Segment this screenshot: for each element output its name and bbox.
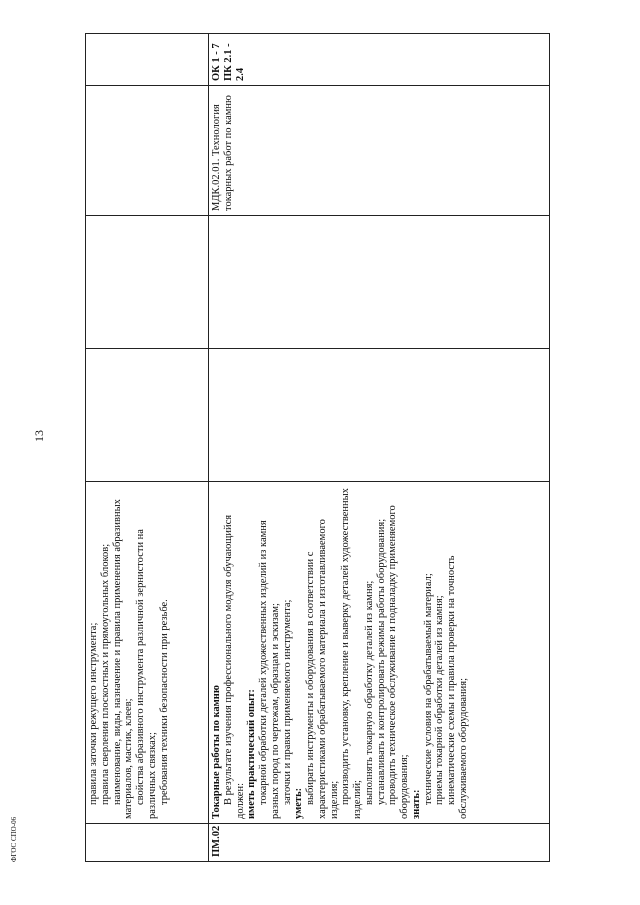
description-line: устанавливать и контролировать режимы работы оборудования;: [375, 518, 387, 805]
page-number: 13: [32, 430, 46, 442]
hours-cell: [209, 349, 550, 482]
hours-cell: [209, 216, 550, 349]
description-line: В результате изучения профессионального модуля обучающийся должен:: [222, 514, 246, 819]
description-line: выполнять токарную обработку деталей из камня;: [363, 580, 375, 805]
description-line: токарной обработки деталей художественных изделий из камня разных пород по чертежам, образцам и эскизам;: [258, 520, 281, 819]
description-line: знать:: [410, 789, 422, 819]
footer-standard-code: ФГОС СПО-06: [10, 816, 18, 862]
mdk-cell: МДК.02.01. Технология токарных работ по камню: [209, 86, 550, 216]
description-line: кинематические схемы и правила проверки на точность обслуживаемого оборудования;: [446, 555, 469, 819]
description-line: приемы токарной обработки деталей из камня;: [434, 595, 446, 805]
competency-pk: ПК 2.1 - 2.4: [222, 43, 246, 81]
description-line: свойства абразивного инструмента различной зернистости на различных связках;: [135, 529, 158, 819]
hours-cell: [86, 349, 209, 482]
description-line: правила заточки режущего инструмента;: [88, 622, 99, 805]
description-line: уметь:: [293, 787, 305, 819]
description-line: выбирать инструменты и оборудования в соответствии с характеристиками обрабатываемого материала и изготавливаемого изделия;: [305, 519, 340, 819]
description-line: иметь практический опыт:: [246, 689, 258, 819]
description-line: требования техники безопасности при резьбе.: [158, 599, 170, 805]
description-line: технические условия на обрабатываемый материал;: [422, 573, 434, 805]
description-cell: [209, 482, 550, 824]
code-cell: [86, 824, 209, 862]
competency-cell: [86, 34, 209, 86]
hours-cell: [86, 216, 209, 349]
module-code: ПМ.02: [209, 824, 550, 862]
description-text: [88, 486, 170, 819]
mdk-cell: [86, 86, 209, 216]
description-line: производить установку, крепление и выверку деталей художественных изделий;: [340, 488, 363, 819]
competency-cell: [209, 34, 550, 86]
competency-ok: ОК 1 - 7: [211, 43, 222, 81]
description-cell: [86, 482, 209, 824]
curriculum-table: [85, 33, 550, 862]
description-line: наименование, виды, назначение и правила применения абразивных материалов, мастик, клеев;: [111, 499, 135, 819]
description-text: [211, 486, 470, 819]
description-line: правила сверления плоскостных и прямоугольных блоков;: [99, 543, 111, 805]
description-line: Токарные работы по камню: [211, 685, 222, 819]
description-line: проводить техническое обслуживание и подналадку применяемого оборудования;: [387, 505, 410, 819]
rotated-page: [85, 34, 550, 862]
description-line: заточки и правки применяемого инструмента;: [281, 599, 293, 805]
table-row: [86, 34, 209, 862]
table-row: [209, 34, 550, 862]
